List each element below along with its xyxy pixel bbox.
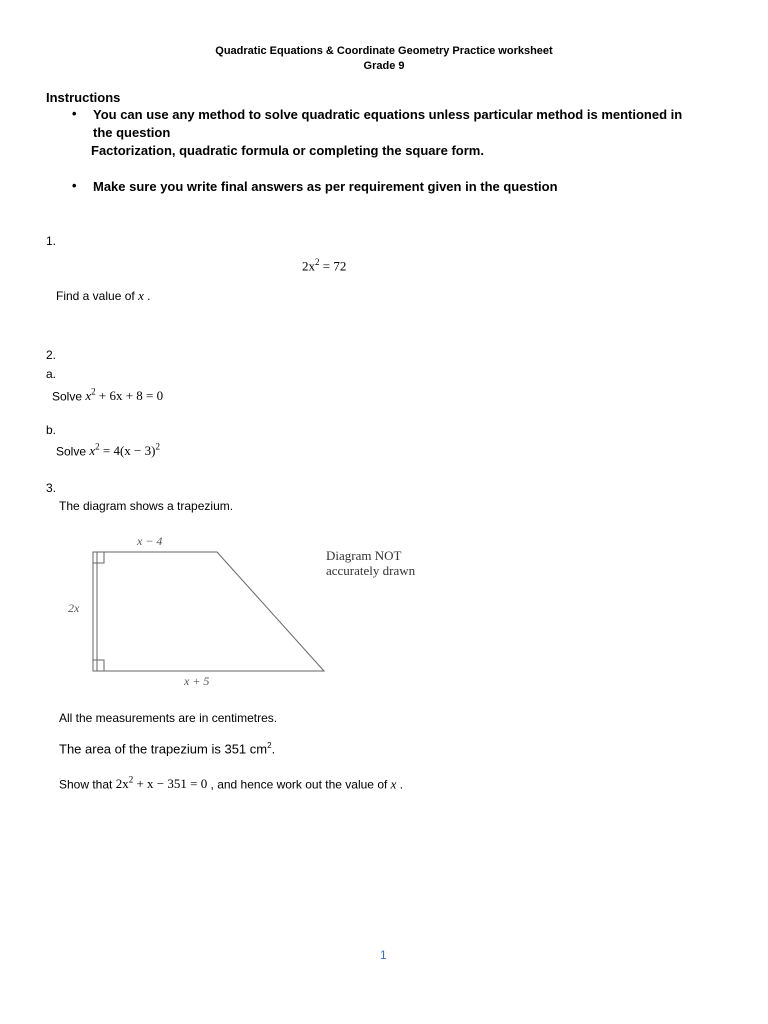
bullet-icon: • — [72, 178, 77, 193]
right-angle-marker-top — [93, 552, 104, 563]
q3-intro: The diagram shows a trapezium. — [59, 499, 234, 513]
trapezium-diagram — [80, 530, 350, 695]
worksheet-title: Quadratic Equations & Coordinate Geometry Practice worksheet — [215, 45, 553, 57]
grade-label: Grade 9 — [363, 60, 405, 72]
left-side-label: 2x — [68, 601, 80, 615]
diagram-note: Diagram NOT accurately drawn — [326, 548, 416, 578]
q3-area: The area of the trapezium is 351 $cm^2$. — [59, 741, 276, 757]
q3-units: All the measurements are in centimetres. — [59, 711, 278, 725]
question-number: 3. — [46, 481, 57, 495]
page-number: 1 — [380, 948, 387, 962]
instruction-item: Make sure you write final answers as per requirement given in the question — [93, 179, 558, 194]
part-label: a. — [46, 367, 57, 381]
question-number: 1. — [46, 234, 57, 248]
bullet-icon: • — [72, 106, 77, 121]
q1-prompt: Find a value of x . — [56, 288, 151, 303]
right-angle-marker-bottom — [93, 660, 104, 671]
instructions-heading: Instructions — [46, 90, 121, 105]
q3-show-that: Show that $2x^2 + x - 351 = 0$ , and hence work out the value of x . — [59, 775, 404, 792]
part-label: b. — [46, 423, 57, 437]
trapezium-shape — [93, 552, 324, 671]
instruction-text: You can use any method to solve quadratic equations unless particular method is mentioned in — [93, 107, 683, 122]
q2b-prompt: Solve $x^2 = 4(x - 3)^2$ — [56, 442, 160, 459]
question-number: 2. — [46, 348, 57, 362]
q1-equation: $2x^2 = 72$ — [302, 257, 347, 274]
bottom-side-label: x + 5 — [184, 674, 210, 688]
instruction-item — [93, 106, 733, 160]
instruction-text: the question — [93, 125, 171, 140]
top-side-label: x − 4 — [137, 534, 163, 548]
q2a-prompt: Solve $x^2 + 6x + 8 = 0$ — [52, 387, 164, 404]
instruction-text: Factorization, quadratic formula or completing the square form. — [91, 143, 484, 158]
